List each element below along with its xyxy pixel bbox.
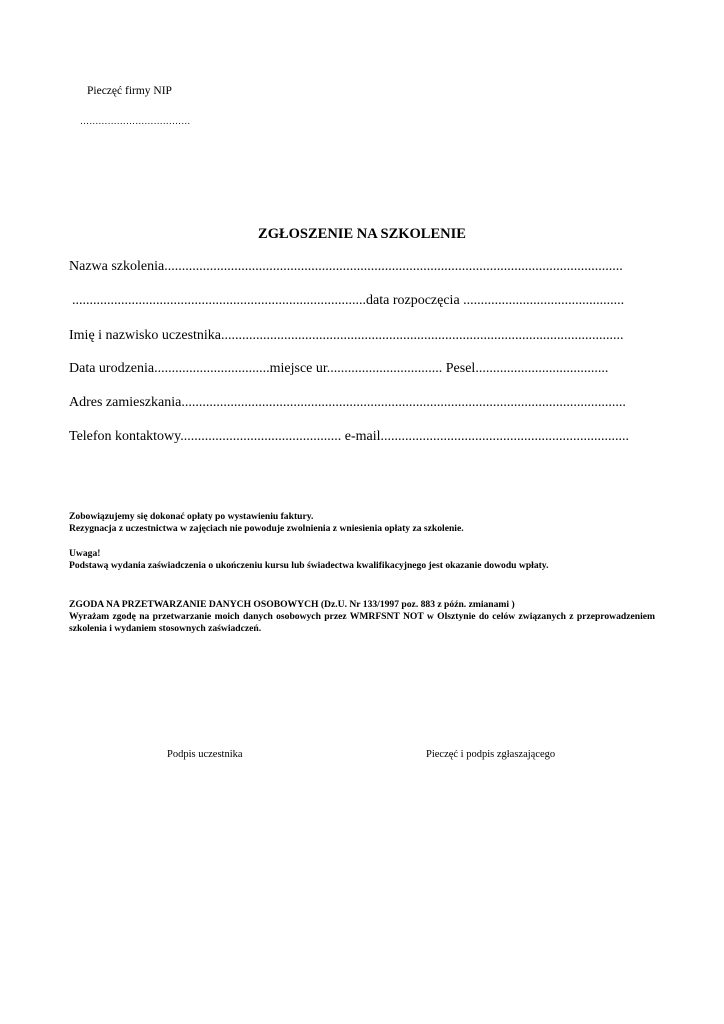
warning-label: Uwaga! [69, 548, 101, 559]
consent-title: ZGODA NA PRZETWARZANIE DANYCH OSOBOWYCH (Dz.U. Nr 133/1997 poz. 883 z późn. zmianami ) [69, 599, 515, 610]
warning-text: Podstawą wydania zaświadczenia o ukończeniu kursu lub świadectwa kwalifikacyjnego jest okazanie dowodu wpłaty. [69, 560, 549, 571]
contact-field: Telefon kontaktowy.............................................. e-mail....................................................................... [69, 429, 630, 444]
address-field: Adres zamieszkania............................................................................................................................... [69, 395, 626, 410]
payment-note: Zobowiązujemy się dokonać opłaty po wystawieniu faktury. [69, 511, 314, 522]
start-date-field: ....................................................................................data rozpoczęcia .............................................. [72, 293, 625, 308]
training-name-field: Nazwa szkolenia................................................................................................................................... [69, 259, 623, 274]
resignation-note: Rezygnacja z uczestnictwa w zajęciach nie powoduje zwolnienia z wniesienia opłaty za szkolenie. [69, 523, 464, 534]
applicant-signature-label: Pieczęć i podpis zgłaszającego [426, 749, 556, 760]
consent-text: Wyrażam zgodę na przetwarzanie moich danych osobowych przez WMRFSNT NOT w Olsztynie do celów związanych z przeprowadzeniem szkolenia i wydaniem stosownych zaświadczeń. [69, 611, 655, 634]
form-title: ZGŁOSZENIE NA SZKOLENIE [258, 226, 466, 242]
company-stamp-label: Pieczęć firmy NIP [87, 85, 172, 97]
participant-signature-label: Podpis uczestnika [167, 749, 243, 760]
participant-name-field: Imię i nazwisko uczestnika................................................................................................................... [69, 328, 624, 343]
birth-info-field: Data urodzenia.................................miejsce ur................................. Pesel...................................... [69, 361, 609, 376]
company-stamp-field: ……………………………… [80, 116, 191, 126]
